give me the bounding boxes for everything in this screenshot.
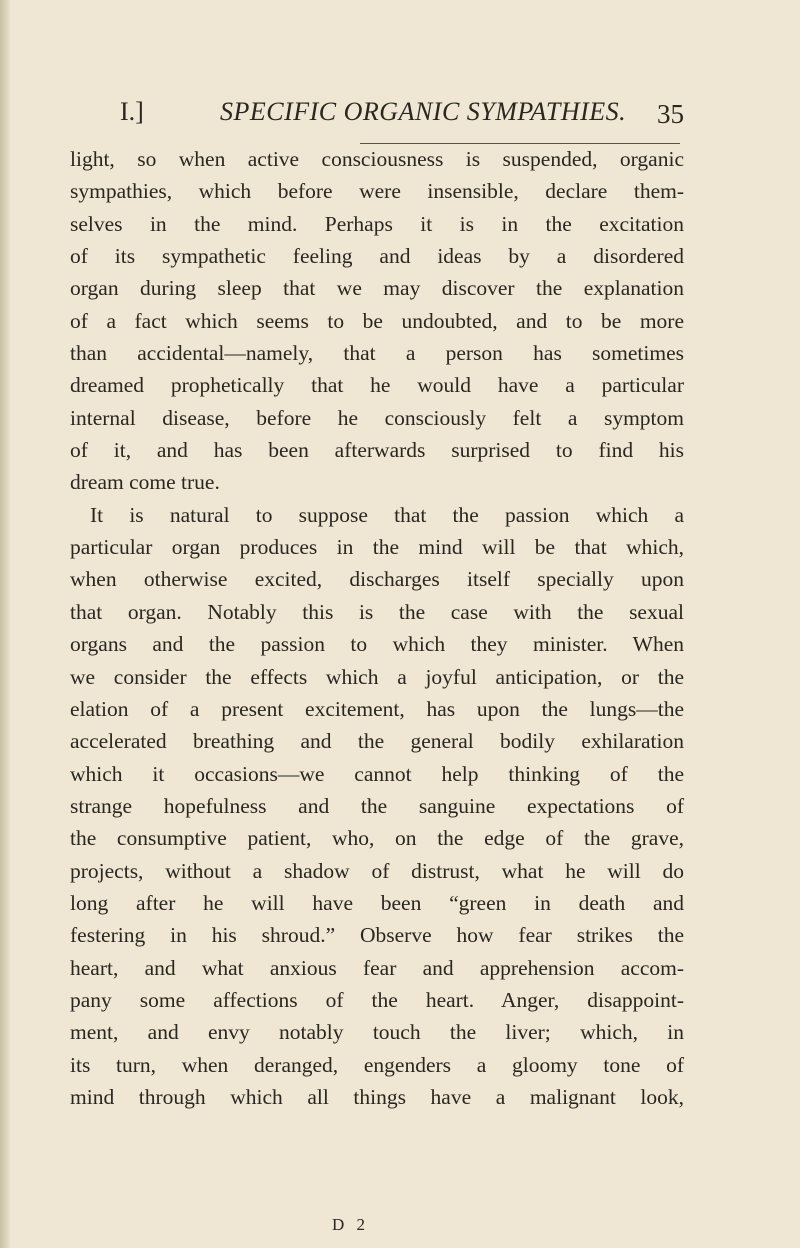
signature-mark: D 2 <box>332 1215 370 1234</box>
text-line: elation of a present excitement, has upon the lungs—the <box>70 696 684 721</box>
text-line: long after he will have been “green in death and <box>70 890 684 915</box>
text-line: pany some affections of the heart. Anger, disappoint- <box>70 987 684 1012</box>
text-line: sympathies, which before were insensible, declare them- <box>70 179 684 204</box>
text-line: dream come true. <box>70 470 220 495</box>
text-line: ment, and envy notably touch the liver; which, in <box>70 1020 684 1045</box>
text-line: heart, and what anxious fear and apprehension accom- <box>70 955 684 980</box>
text-line: strange hopefulness and the sanguine expectations of <box>70 793 684 818</box>
text-line: dreamed prophetically that he would have a particular <box>70 373 684 398</box>
text-line: its turn, when deranged, engenders a gloomy tone of <box>70 1052 684 1077</box>
text-line: of it, and has been afterwards surprised to find his <box>70 438 684 463</box>
paragraph-2 <box>70 499 684 1114</box>
running-header <box>120 97 684 137</box>
text-line: organ during sleep that we may discover the explanation <box>70 276 684 301</box>
text-line: than accidental—namely, that a person has sometimes <box>70 341 684 366</box>
body-text <box>70 143 684 1113</box>
running-title: SPECIFIC ORGANIC SYMPATHIES. <box>220 97 627 126</box>
text-line: the consumptive patient, who, on the edge of the grave, <box>70 826 684 851</box>
text-line: which it occasions—we cannot help thinking of the <box>70 761 684 786</box>
section-number: I.] <box>120 97 144 126</box>
text-line: selves in the mind. Perhaps it is in the excitation <box>70 211 684 236</box>
page-binding-edge <box>0 0 10 1248</box>
text-line: organs and the passion to which they minister. When <box>70 632 684 657</box>
text-line: festering in his shroud.” Observe how fear strikes the <box>70 923 684 948</box>
text-line: accelerated breathing and the general bodily exhilaration <box>70 729 684 754</box>
text-line: It is natural to suppose that the passion which a <box>90 502 684 527</box>
text-line: of a fact which seems to be undoubted, and to be more <box>70 308 684 333</box>
text-line: particular organ produces in the mind will be that which, <box>70 535 684 560</box>
text-line: mind through which all things have a malignant look, <box>70 1084 684 1109</box>
text-line: projects, without a shadow of distrust, what he will do <box>70 858 684 883</box>
paragraph-1 <box>70 143 684 499</box>
text-line: that organ. Notably this is the case with the sexual <box>70 599 684 624</box>
text-line: light, so when active consciousness is suspended, organic <box>70 147 684 171</box>
text-line: we consider the effects which a joyful anticipation, or the <box>70 664 684 689</box>
page-number: 35 <box>657 99 684 129</box>
text-line: when otherwise excited, discharges itself specially upon <box>70 567 684 592</box>
text-line: internal disease, before he consciously felt a symptom <box>70 405 684 430</box>
text-line: of its sympathetic feeling and ideas by a disordered <box>70 244 684 269</box>
